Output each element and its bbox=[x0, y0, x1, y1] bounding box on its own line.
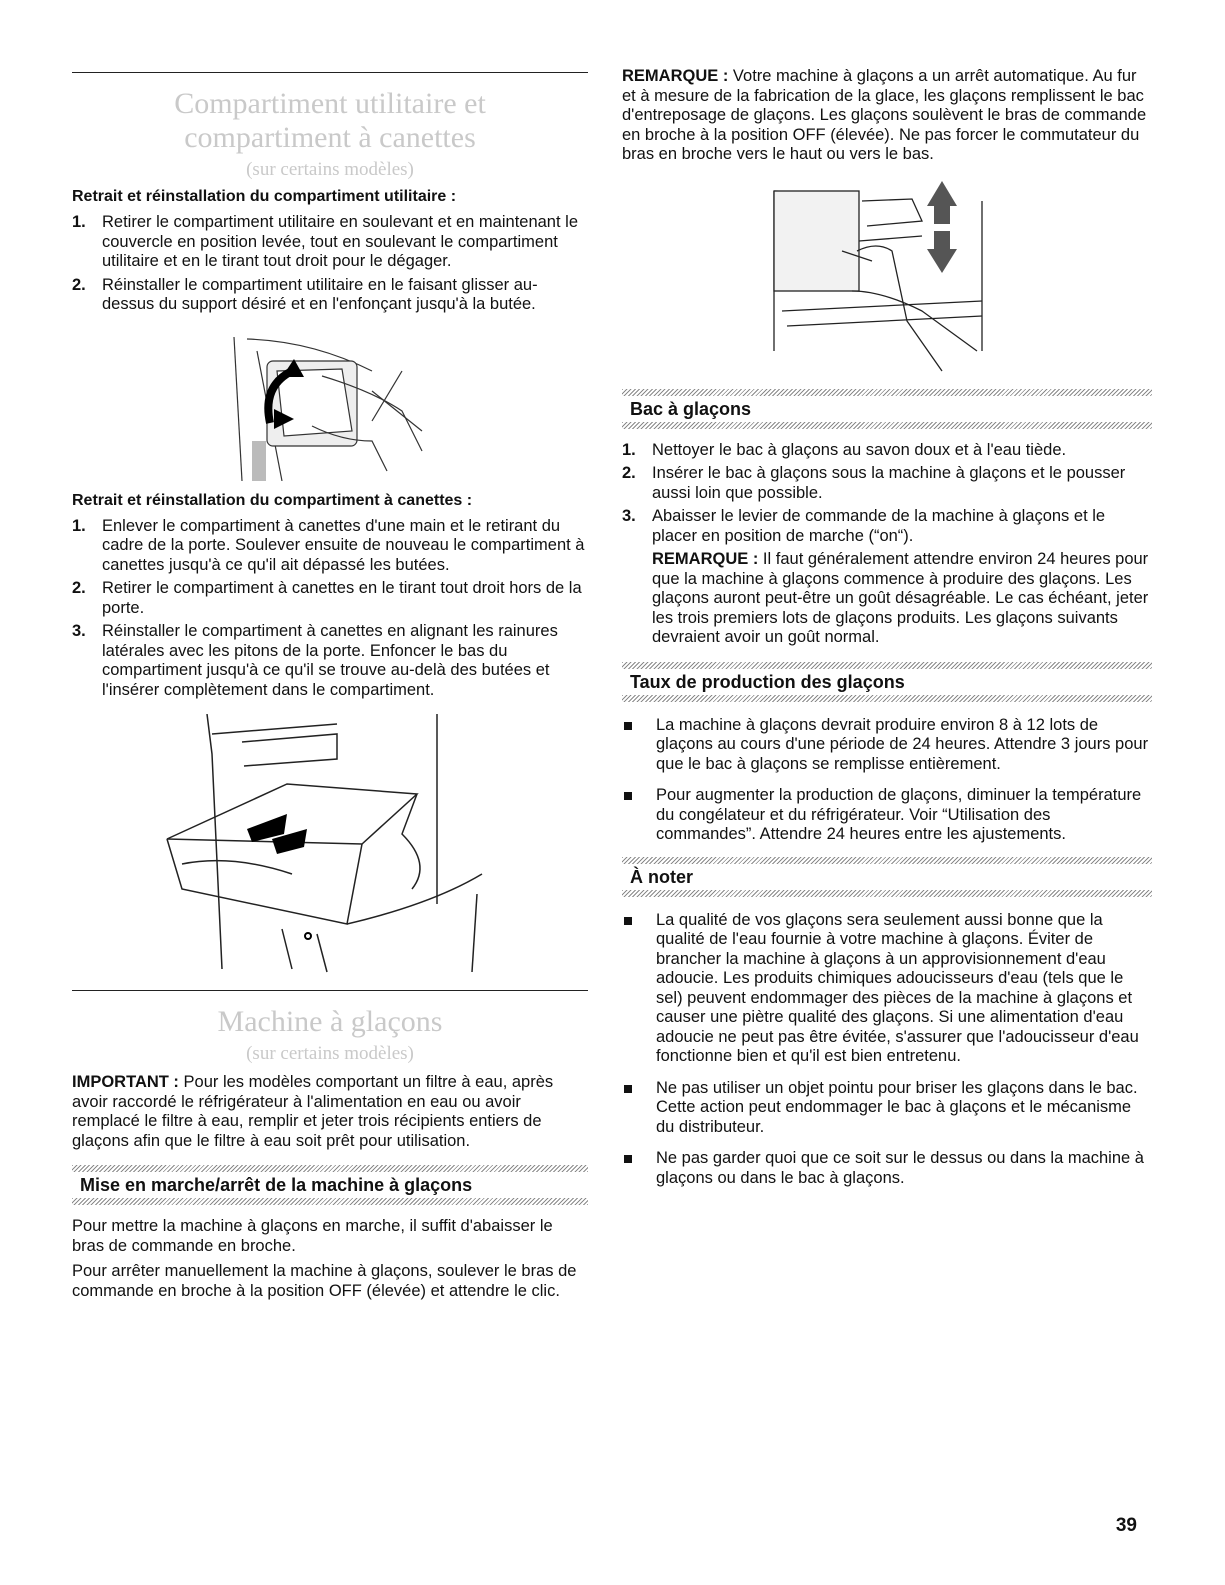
onoff-heading: Mise en marche/arrêt de la machine à glaçons bbox=[80, 1175, 473, 1195]
step-text: Nettoyer le bac à glaçons au savon doux et à l'eau tiède. bbox=[652, 440, 1067, 459]
ice-maker-arm-illustration bbox=[622, 181, 1152, 381]
onoff-paragraph-2: Pour arrêter manuellement la machine à glaçons, soulever le bras de commande en broche à la position OFF (élevée) et attendre le clic. bbox=[72, 1262, 577, 1300]
list-item bbox=[72, 622, 588, 700]
list-item bbox=[622, 1149, 1152, 1188]
list-item bbox=[72, 213, 588, 272]
section-subtitle: (sur certains modèles) bbox=[246, 1043, 414, 1064]
list-item bbox=[622, 911, 1152, 1067]
section-subtitle: (sur certains modèles) bbox=[246, 159, 414, 180]
rate-list bbox=[622, 716, 1152, 845]
step-text: Retirer le compartiment à canettes en le tirant tout droit hors de la porte. bbox=[102, 579, 582, 617]
remark-text: Votre machine à glaçons a un arrêt automatique. Au fur et à mesure de la fabrication de la glace, les glaçons remplissent le bac d'entreposage de glaçons. Les glaçons soulèvent le bras de commande en broche à la position OFF (élevée). Ne pas forcer le commutateur du bras en broche vers le haut ou vers le bas. bbox=[622, 67, 1147, 163]
item-text: La qualité de vos glaçons sera seulement aussi bonne que la qualité de l'eau fournie à votre machine à glaçons. Éviter de brancher la machine à glaçons à un approvisionnement d'eau adoucie. Les produits chimiques adoucisseurs d'eau (tels que le sel) peuvent endommager des pièces de la machine à glaçons et causer une piètre qualité des glaçons. Si une alimentation d'eau adoucie ne peut pas être évitée, s'assurer que l'adoucisseur d'eau fonctionne bien et qu'il est bien entretenu. bbox=[656, 910, 1139, 1065]
remark-label: REMARQUE : bbox=[622, 67, 729, 85]
title-line: Compartiment utilitaire et bbox=[174, 87, 486, 120]
step-number: 1. bbox=[72, 516, 86, 535]
remark-label: REMARQUE : bbox=[652, 550, 759, 568]
rate-heading: Taux de production des glaçons bbox=[630, 671, 905, 692]
step-number: 2. bbox=[622, 464, 636, 482]
step-text: Enlever le compartiment à canettes d'une main et le retirant du cadre de la porte. Soulever ensuite de nouveau le compartiment à canettes jusqu'à ce qu'il ait dépassé les butées. bbox=[102, 516, 585, 574]
important-text: Pour les modèles comportant un filtre à eau, après avoir raccordé le réfrigérateur à l'alimentation en eau ou avoir remplacé le filtre à eau, remplir et jeter trois récipients entiers de glaçons afin que le filtre à eau soit prêt pour utilisation. bbox=[72, 1073, 554, 1150]
section-title-utility bbox=[72, 87, 588, 155]
hatch-divider bbox=[622, 662, 1152, 669]
hatch-divider bbox=[622, 389, 1152, 396]
bullet-icon bbox=[624, 792, 632, 800]
remark-text: Il faut généralement attendre environ 24 heures pour que la machine à glaçons commence à produire des glaçons. Les glaçons auront peut-être un goût désagréable. Le cas échéant, jeter les trois premiers lots de glaçons produits. Les glaçons suivants devraient avoir un goût normal. bbox=[652, 550, 1149, 646]
left-column bbox=[72, 0, 588, 1301]
list-item bbox=[622, 716, 1152, 775]
remark-paragraph bbox=[622, 67, 1152, 165]
can-steps bbox=[72, 517, 588, 701]
page-number: 39 bbox=[1115, 1515, 1137, 1536]
important-label: IMPORTANT : bbox=[72, 1073, 179, 1091]
bullet-icon bbox=[624, 917, 632, 925]
bin-heading: Bac à glaçons bbox=[630, 398, 752, 419]
step-number: 3. bbox=[622, 507, 636, 525]
list-item bbox=[622, 507, 1152, 546]
onoff-paragraph-1: Pour mettre la machine à glaçons en marche, il suffit d'abaisser le bras de commande en broche. bbox=[72, 1217, 553, 1255]
item-text: Pour augmenter la production de glaçons, diminuer la température du congélateur et du réfrigérateur. Voir “Utilisation des commandes”. Attendre 24 heures entre les ajustements. bbox=[656, 786, 1142, 843]
important-paragraph bbox=[72, 1073, 588, 1151]
step-number: 2. bbox=[72, 579, 86, 597]
note-list bbox=[622, 911, 1152, 1189]
list-item bbox=[622, 464, 1152, 503]
list-item bbox=[72, 517, 588, 576]
utility-steps bbox=[72, 213, 588, 315]
step-text: Retirer le compartiment utilitaire en soulevant et en maintenant le couvercle en position levée, tout en soulevant le compartiment utilitaire et en le tirant tout droit pour le dégager. bbox=[102, 213, 578, 270]
item-text: Ne pas garder quoi que ce soit sur le dessus ou dans la machine à glaçons ou dans le bac à glaçons. bbox=[656, 1149, 1144, 1187]
step-number: 3. bbox=[72, 622, 86, 640]
section-rule bbox=[72, 72, 588, 73]
can-heading: Retrait et réinstallation du compartiment à canettes : bbox=[72, 491, 473, 509]
list-item bbox=[72, 276, 588, 315]
hatch-divider bbox=[622, 695, 1152, 702]
step-number: 1. bbox=[72, 213, 86, 231]
step-number: 1. bbox=[622, 440, 636, 459]
list-item bbox=[622, 441, 1152, 461]
hatch-divider bbox=[72, 1198, 588, 1205]
bin-remark bbox=[652, 550, 1152, 648]
item-text: Ne pas utiliser un objet pointu pour briser les glaçons dans le bac. Cette action peut endommager le bac à glaçons et le mécanisme du distributeur. bbox=[656, 1078, 1138, 1136]
step-text: Réinstaller le compartiment utilitaire en le faisant glisser au-dessus du support désiré et en l'enfonçant jusqu'à la butée. bbox=[102, 275, 538, 313]
section-rule bbox=[72, 990, 588, 991]
can-compartment-illustration bbox=[72, 714, 588, 974]
step-text: Insérer le bac à glaçons sous la machine à glaçons et le pousser aussi loin que possible. bbox=[652, 464, 1126, 502]
hatch-divider bbox=[622, 857, 1152, 864]
note-heading: À noter bbox=[630, 866, 693, 887]
step-text: Abaisser le levier de commande de la machine à glaçons et le placer en position de marche (“on“). bbox=[652, 507, 1106, 545]
section-title-ice-maker: Machine à glaçons bbox=[217, 1005, 443, 1038]
right-column bbox=[622, 0, 1152, 1200]
step-number: 2. bbox=[72, 275, 86, 294]
hatch-divider bbox=[72, 1165, 588, 1172]
list-item bbox=[72, 579, 588, 618]
hatch-divider bbox=[622, 890, 1152, 897]
bullet-icon bbox=[624, 722, 632, 730]
list-item bbox=[622, 1079, 1152, 1138]
step-text: Réinstaller le compartiment à canettes en alignant les rainures latérales avec les pitons de la porte. Enfoncer le bas du compartiment jusqu'à ce qu'il se trouve au-delà des butées et l'insérer complètement dans le compartiment. bbox=[102, 622, 558, 699]
title-line: compartiment à canettes bbox=[184, 121, 476, 154]
utility-heading: Retrait et réinstallation du compartiment utilitaire : bbox=[72, 188, 457, 205]
item-text: La machine à glaçons devrait produire environ 8 à 12 lots de glaçons au cours d'une période de 24 heures. Attendre 3 jours pour que le bac à glaçons se remplisse entièrement. bbox=[656, 715, 1149, 773]
bullet-icon bbox=[624, 1085, 632, 1093]
bin-steps bbox=[622, 441, 1152, 547]
bullet-icon bbox=[624, 1155, 632, 1163]
list-item bbox=[622, 786, 1152, 845]
hatch-divider bbox=[622, 422, 1152, 429]
utility-compartment-illustration bbox=[72, 331, 588, 481]
